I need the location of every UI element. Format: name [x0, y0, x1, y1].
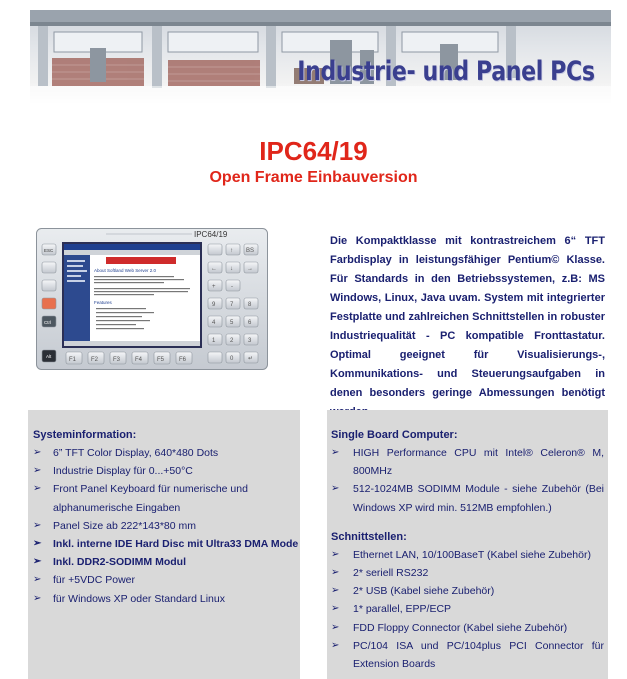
svg-text:F5: F5: [157, 357, 165, 363]
interfaces-heading: Schnittstellen:: [331, 530, 407, 543]
bullet-arrow-icon: ➢: [331, 483, 340, 495]
svg-text:→: →: [247, 266, 253, 272]
product-description: Die Kompaktklasse mit kontrastreichem 6“ TFT Farbdisplay in leistungsfähiger Pentium© Klasse. Für Standards in den Betriebssystemen, z.B: MS Windows, Linux, Java uvam. System mit integrierter Festplatte und zahlreichen Schnittstellen in robuster Industriequalität - PC kompatible Fronttastatur. Optimal geeignet für Visualisierungs-, Kommunikations- und Steuerungsaufgaben in denen besonders geringe Abmessungen benötigt: [330, 235, 605, 399]
banner-title: Industrie- und Panel PCs: [297, 56, 595, 87]
systeminfo-item-text: für +5VDC Power: [53, 574, 135, 587]
bullet-arrow-icon: ➢: [33, 556, 42, 568]
bullet-arrow-icon: ➢: [33, 465, 42, 477]
sbc-item-text: 512-1024MB SODIMM Module - siehe Zubehör (Bei Windows XP wird min. 512MB empfohlen.): [353, 483, 604, 514]
systeminfo-list: [28, 444, 300, 608]
interfaces-item: [327, 564, 608, 582]
svg-text:BS: BS: [246, 248, 255, 254]
svg-text:F1: F1: [69, 357, 77, 363]
interfaces-item-text: Ethernet LAN, 10/100BaseT (Kabel siehe Zubehör): [353, 548, 591, 561]
interfaces-item-text: PC/104 ISA und PC/104plus PCI Connector für Extension Boards: [353, 639, 604, 671]
svg-text:F3: F3: [113, 357, 121, 363]
systeminfo-item: [28, 535, 300, 553]
bullet-arrow-icon: ➢: [331, 585, 340, 597]
svg-text:4: 4: [212, 320, 216, 326]
systeminfo-panel: [28, 410, 300, 679]
svg-text:0: 0: [230, 356, 234, 362]
systeminfo-item-text: Front Panel Keyboard für numerische und alphanumerische Eingaben: [53, 483, 248, 514]
svg-text:ESC: ESC: [44, 248, 54, 253]
svg-text:3: 3: [248, 338, 252, 344]
bullet-arrow-icon: ➢: [33, 538, 42, 550]
sbc-item: [327, 444, 608, 480]
systeminfo-item: [28, 462, 300, 480]
svg-text:Alt: Alt: [46, 354, 52, 359]
bullet-arrow-icon: ➢: [331, 639, 340, 651]
systeminfo-heading: Systeminformation:: [33, 429, 137, 441]
svg-text:-: -: [231, 284, 233, 290]
svg-text:+: +: [212, 284, 216, 290]
sbc-heading: Single Board Computer:: [331, 429, 458, 441]
systeminfo-item: [28, 590, 300, 608]
systeminfo-item: [28, 553, 300, 571]
sbc-list: [327, 444, 608, 517]
svg-text:←: ←: [211, 266, 217, 272]
bullet-arrow-icon: ➢: [33, 592, 42, 604]
svg-text:F2: F2: [91, 357, 99, 363]
bullet-arrow-icon: ➢: [331, 548, 340, 560]
interfaces-item-text: 2* USB (Kabel siehe Zubehör): [353, 585, 495, 598]
hardware-panel: [327, 410, 608, 679]
interfaces-item-text: 1* parallel, EPP/ECP: [353, 603, 452, 616]
systeminfo-item: [28, 571, 300, 589]
systeminfo-item-text: Industrie Display für 0...+50°C: [53, 465, 193, 478]
bullet-arrow-icon: ➢: [33, 574, 42, 586]
systeminfo-item-text: Inkl. interne IDE Hard Disc mit Ultra33 DMA Mode: [53, 538, 299, 551]
header-banner: [30, 10, 611, 106]
svg-text:6: 6: [248, 320, 252, 326]
svg-text:1: 1: [212, 338, 216, 344]
interfaces-item: [327, 546, 608, 564]
svg-text:5: 5: [230, 320, 234, 326]
bullet-arrow-icon: ➢: [331, 447, 340, 458]
systeminfo-item-text: Panel Size ab 222*143*80 mm: [53, 519, 197, 532]
systeminfo-item: [28, 480, 300, 516]
svg-text:↵: ↵: [248, 356, 254, 362]
product-subtitle: Open Frame Einbauversion: [209, 169, 418, 186]
systeminfo-item: [28, 517, 300, 535]
bullet-arrow-icon: ➢: [331, 567, 340, 579]
interfaces-item-text: FDD Floppy Connector (Kabel siehe Zubehör): [353, 621, 568, 634]
bullet-arrow-icon: ➢: [331, 603, 340, 615]
svg-text:Ctrl: Ctrl: [44, 320, 51, 325]
systeminfo-item-text: für Windows XP oder Standard Linux: [53, 592, 225, 605]
svg-text:Features: Features: [94, 300, 112, 305]
bullet-arrow-icon: ➢: [33, 483, 42, 495]
panel-pc-photo: [36, 228, 268, 370]
svg-text:7: 7: [230, 302, 234, 308]
interfaces-list: [327, 546, 608, 673]
sbc-item: [327, 480, 608, 516]
systeminfo-item-text: Inkl. DDR2-SODIMM Modul: [53, 556, 186, 569]
interfaces-item: [327, 619, 608, 637]
svg-text:F4: F4: [135, 357, 143, 363]
interfaces-item-text: 2* seriell RS232: [353, 567, 429, 580]
svg-text:About Softland Web Server 2.0: About Softland Web Server 2.0: [94, 268, 156, 273]
bullet-arrow-icon: ➢: [331, 621, 340, 633]
interfaces-item: [327, 637, 608, 673]
product-title: IPC64/19: [259, 136, 368, 166]
svg-text:2: 2: [230, 338, 234, 344]
device-model-label: IPC64/19: [194, 230, 228, 239]
systeminfo-item-text: 6” TFT Color Display, 640*480 Dots: [53, 447, 219, 459]
svg-text:↓: ↓: [230, 266, 233, 272]
svg-text:↑: ↑: [230, 248, 233, 254]
svg-text:F6: F6: [179, 357, 187, 363]
bullet-arrow-icon: ➢: [33, 447, 42, 458]
bullet-arrow-icon: ➢: [33, 519, 42, 531]
interfaces-item: [327, 582, 608, 600]
svg-text:9: 9: [212, 302, 216, 308]
sbc-item-text: HIGH Performance CPU mit Intel® Celeron® M, 800MHz: [353, 447, 604, 478]
svg-text:8: 8: [248, 302, 252, 308]
interfaces-item: [327, 600, 608, 618]
systeminfo-item: [28, 444, 300, 462]
